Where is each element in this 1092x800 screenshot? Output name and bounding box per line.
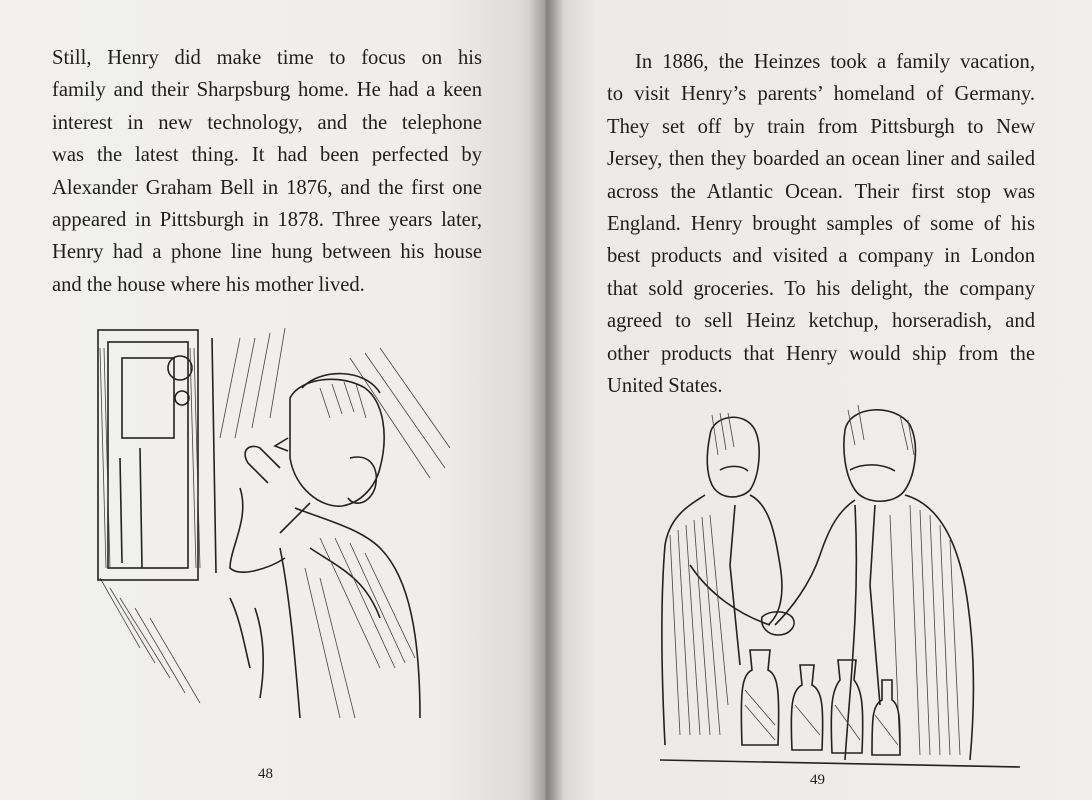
text-line: United States. xyxy=(607,375,723,398)
telephone-illustration xyxy=(80,318,455,738)
text-line: and the house where his mother lived. xyxy=(52,273,365,296)
right-page xyxy=(546,0,1092,800)
text-line: Alexander Graham Bell in 1876, and the first one xyxy=(52,176,482,199)
text-line: across the Atlantic Ocean. Their first stop was xyxy=(607,180,1035,203)
handshake-illustration xyxy=(650,405,1030,770)
text-line: that sold groceries. To his delight, the company xyxy=(607,277,1035,300)
page-number: 48 xyxy=(258,766,273,782)
text-line: interest in new technology, and the telephone xyxy=(52,111,482,134)
text-line: Jersey, then they boarded an ocean liner and sailed xyxy=(607,148,1035,171)
text-line: best products and visited a company in London xyxy=(607,245,1035,268)
text-line: agreed to sell Heinz ketchup, horseradish, and xyxy=(607,310,1035,333)
text-line: They set off by train from Pittsburgh to New xyxy=(607,115,1035,138)
text-line: Henry had a phone line hung between his house xyxy=(52,241,482,264)
left-page-paragraph xyxy=(52,42,482,301)
book-gutter xyxy=(528,0,564,800)
text-line: family and their Sharpsburg home. He had a keen xyxy=(52,79,482,102)
text-line: England. Henry brought samples of some of his xyxy=(607,213,1035,236)
right-page-paragraph xyxy=(607,46,1035,402)
page-number: 49 xyxy=(810,772,825,788)
text-line: was the latest thing. It had been perfected by xyxy=(52,144,482,167)
text-line: In 1886, the Heinzes took a family vacation, xyxy=(635,51,1035,73)
text-line: other products that Henry would ship from the xyxy=(607,342,1035,365)
text-line: to visit Henry’s parents’ homeland of Germany. xyxy=(607,83,1035,106)
text-line: Still, Henry did make time to focus on his xyxy=(52,47,482,69)
text-line: appeared in Pittsburgh in 1878. Three years later, xyxy=(52,209,482,232)
